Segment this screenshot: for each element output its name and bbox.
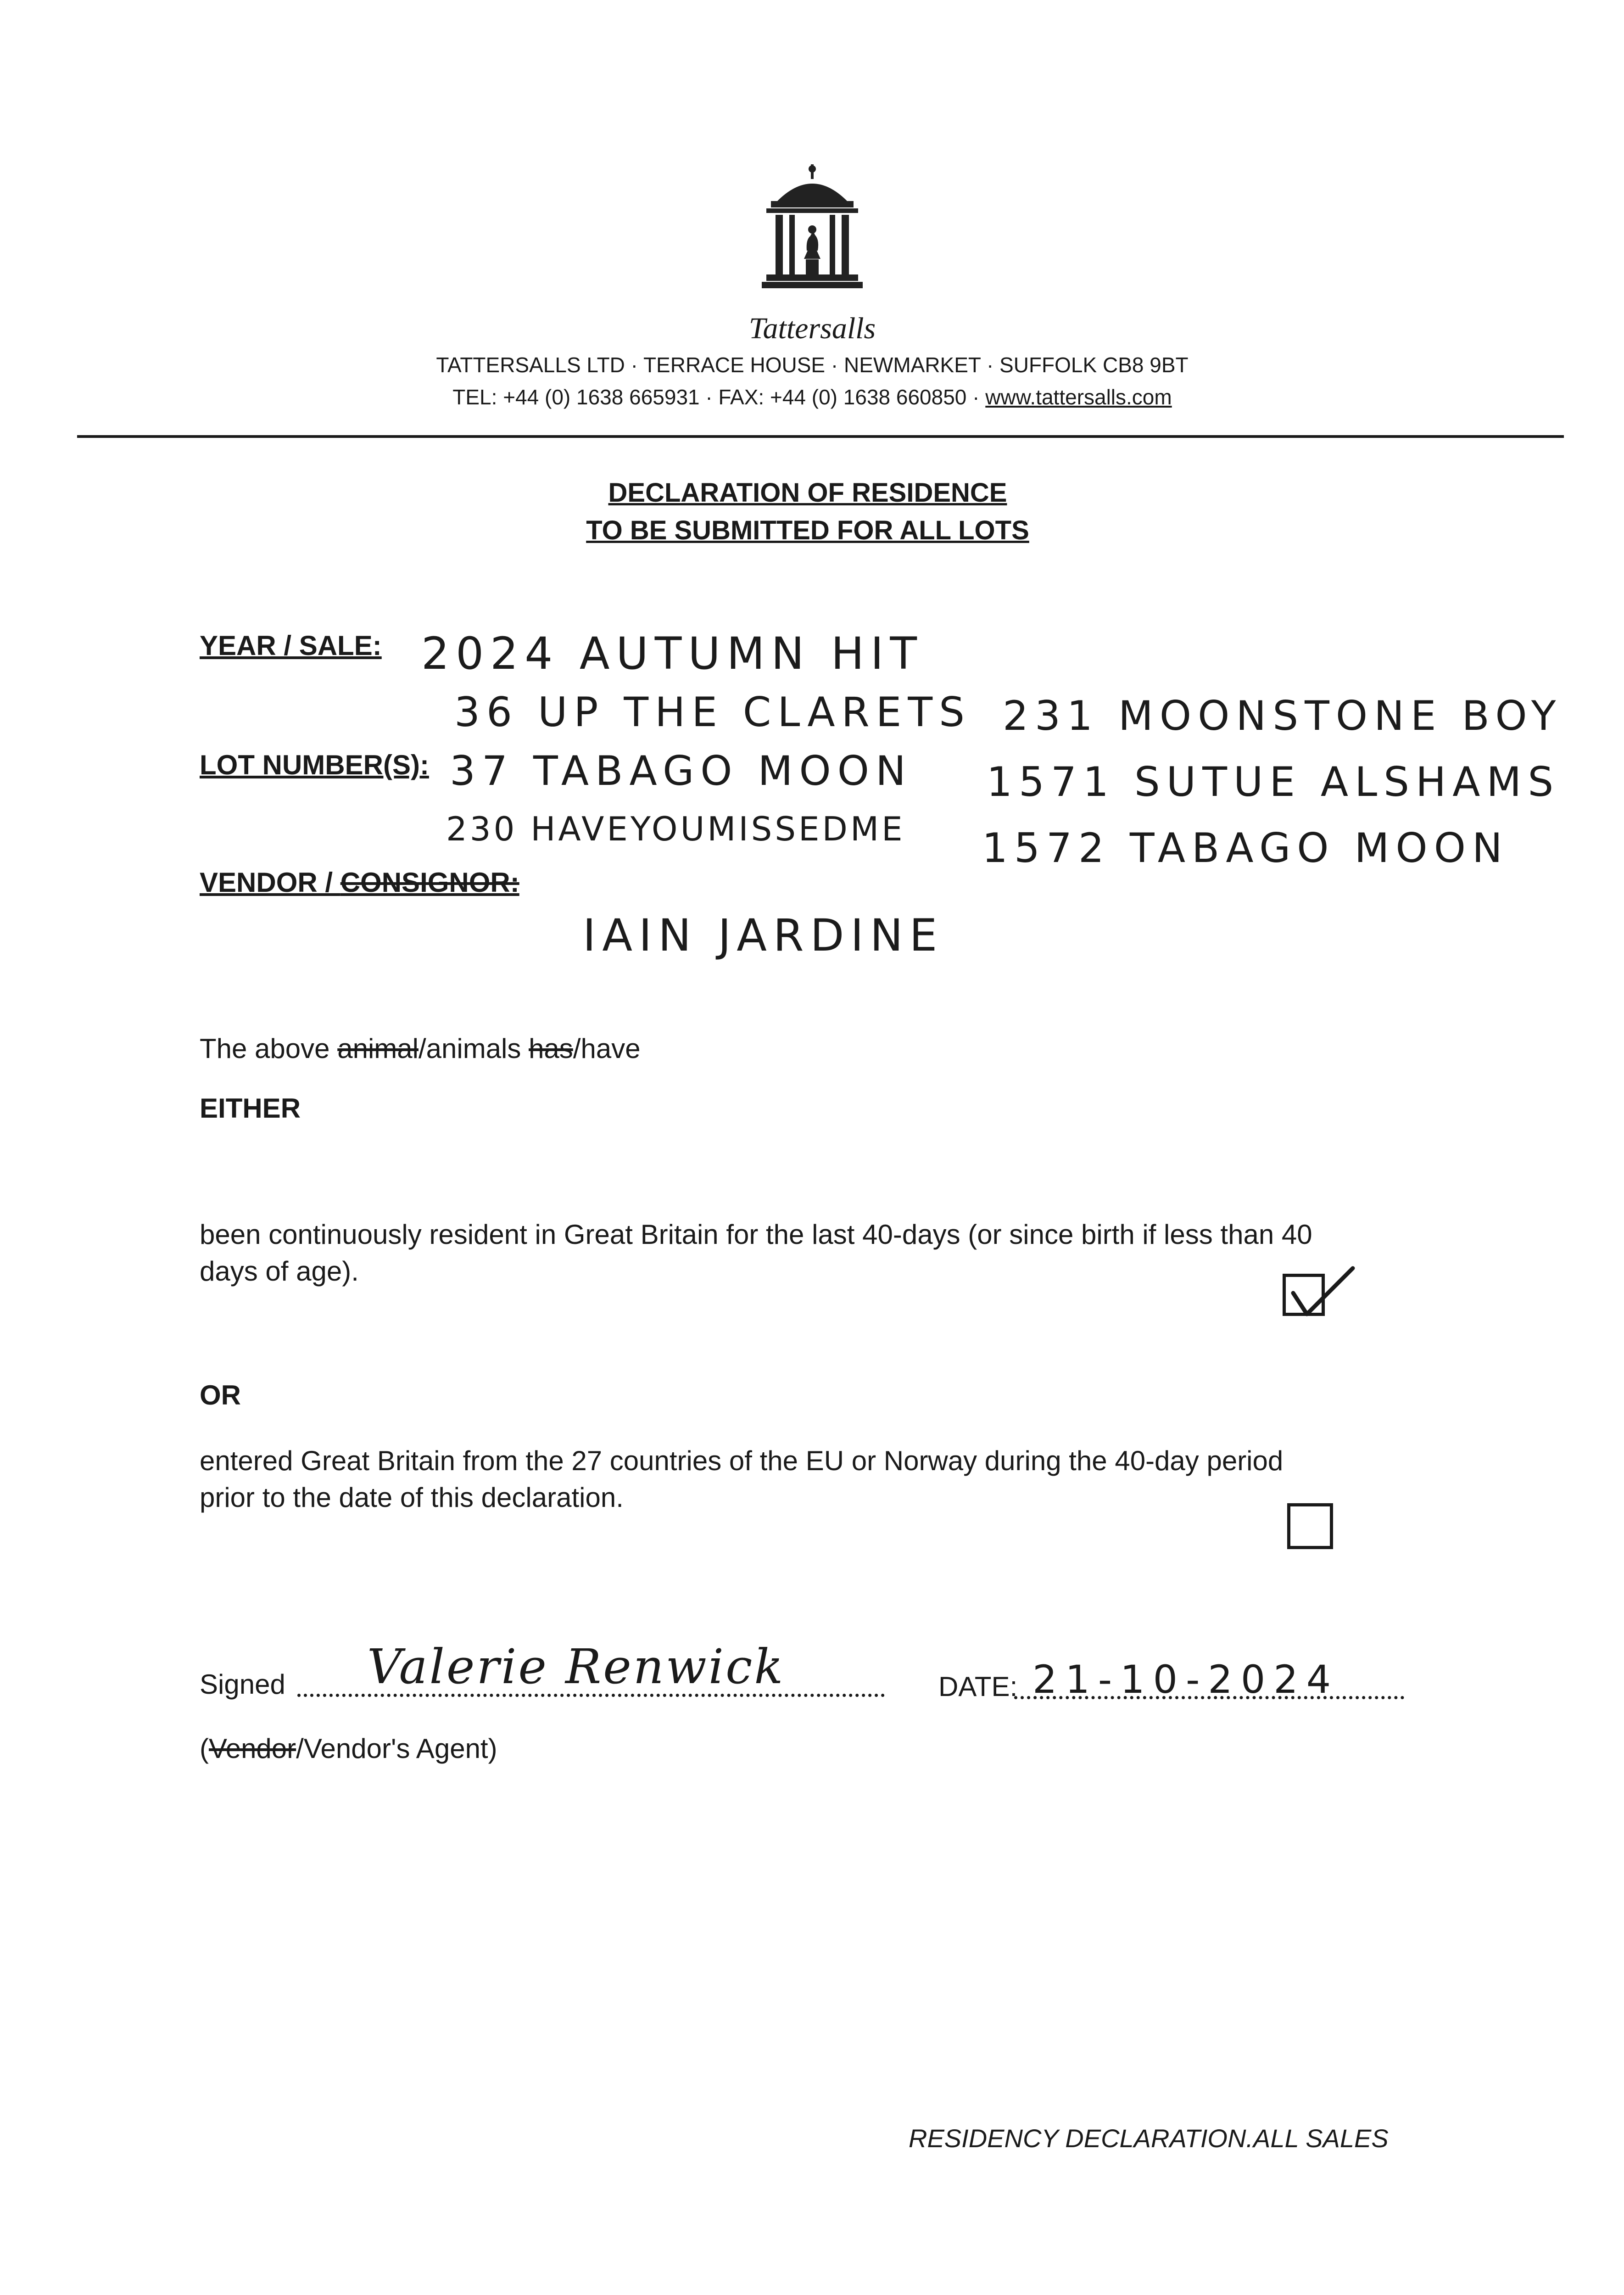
form-title-line2: TO BE SUBMITTED FOR ALL LOTS [586,515,1029,545]
checkmark-icon [1285,1265,1358,1324]
lot-entry-1[interactable]: 36 UP THE CLARETS [454,688,971,736]
option2-line2: prior to the date of this declaration. [200,1482,624,1513]
option2-checkbox[interactable] [1287,1503,1333,1549]
tattersalls-logo [753,161,872,298]
statement-prefix: The above [200,1033,338,1064]
animal-struck: animal [337,1033,419,1064]
option1-line1: been continuously resident in Great Britain for the last 40-days (or since birth if less than 40 [200,1219,1312,1250]
signed-label: Signed [200,1669,285,1700]
statement-suffix: /have [573,1033,641,1064]
lot-entry-6[interactable]: 1572 TABAGO MOON [982,824,1509,872]
statement-middle: /animals [418,1033,529,1064]
website-link[interactable]: www.tattersalls.com [985,385,1172,409]
lot-numbers-label: LOT NUMBER(S): [200,750,429,780]
statement-intro [200,1033,641,1064]
vendor-value[interactable]: IAIN JARDINE [583,910,944,961]
contact-phone-fax: TEL: +44 (0) 1638 665931 · FAX: +44 (0) 1638 660850 · [452,385,986,409]
form-title-line1: DECLARATION OF RESIDENCE [608,478,1007,508]
has-struck: has [529,1033,573,1064]
signer-signature[interactable]: Valerie Renwick [367,1639,785,1695]
either-label: EITHER [200,1093,301,1124]
lot-entry-3[interactable]: 230 HAVEYOUMISSEDME [446,810,905,848]
date-value[interactable]: 21-10-2024 [1032,1657,1339,1702]
signer-role [200,1733,497,1764]
vendor-label [200,867,519,898]
company-address: TATTERSALLS LTD · TERRACE HOUSE · NEWMARKET · SUFFOLK CB8 9BT [436,353,1189,377]
vendor-label-text: VENDOR / [200,867,340,898]
vendor-struck: Vendor [208,1733,296,1764]
consignor-struck: CONSIGNOR: [340,867,519,898]
or-label: OR [200,1380,241,1411]
lot-entry-4[interactable]: 231 MOONSTONE BOY [1003,692,1563,739]
role-prefix: ( [200,1733,209,1764]
company-contact [353,385,1271,409]
form-footer-name: RESIDENCY DECLARATION.ALL SALES [909,2124,1389,2153]
role-suffix: /Vendor's Agent) [296,1733,497,1764]
lot-entry-2[interactable]: 37 TABAGO MOON [450,747,912,795]
header-divider [77,435,1564,438]
brand-name: Tattersalls [748,312,876,345]
option1-line2: days of age). [200,1256,359,1287]
year-sale-label: YEAR / SALE: [200,630,382,661]
option2-line1: entered Great Britain from the 27 countries of the EU or Norway during the 40-day period [200,1445,1284,1476]
year-sale-value[interactable]: 2024 AUTUMN HIT [421,628,923,679]
date-label: DATE: [938,1671,1018,1702]
lot-entry-5[interactable]: 1571 SUTUE ALSHAMS [987,758,1560,806]
